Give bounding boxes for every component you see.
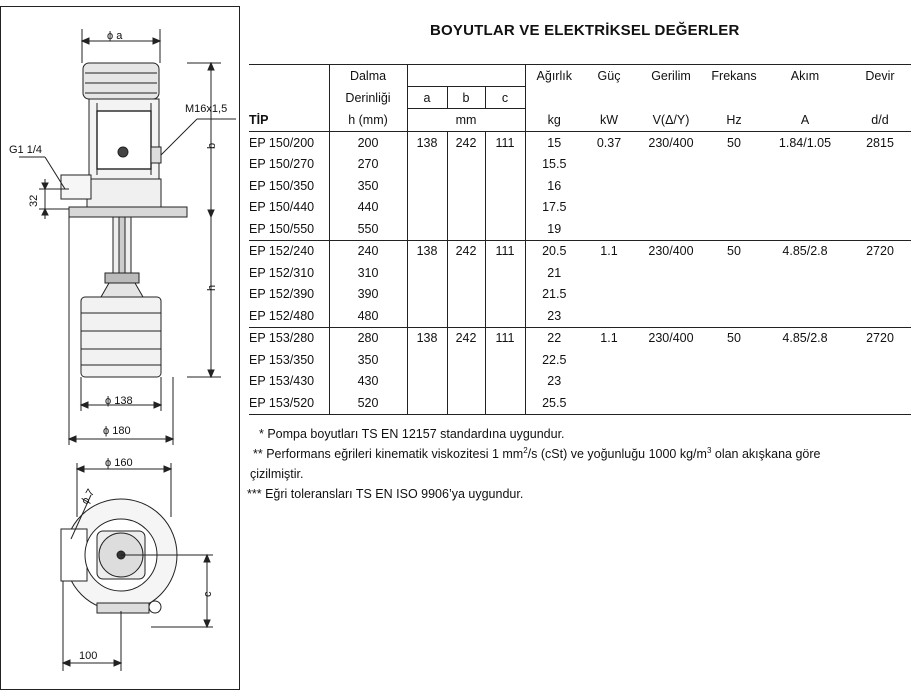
table-row [249,197,911,219]
cell-voltage: 230/400 [648,331,694,346]
table-row [249,218,911,240]
cell-h: 480 [329,305,407,327]
cell-c [485,197,525,219]
table-row [249,349,911,371]
cell-kw: 0.37 [596,135,622,150]
cell-a [407,392,447,414]
cell-current [761,305,849,327]
cell-freq [707,284,761,306]
cell-current [761,197,849,219]
header-gerilim: Gerilim [635,65,707,87]
cell-voltage [635,154,707,176]
cell-current [761,371,849,393]
cell-voltage [635,371,707,393]
cell-current [761,284,849,306]
cell-kg: 22.5 [525,349,583,371]
table-header-row [249,87,911,109]
cell-h: 430 [329,371,407,393]
cell-h: 200 [329,132,407,154]
spec-table [249,64,911,415]
dim-phi-160: ϕ 160 [105,457,133,469]
header-amp: A [761,109,849,132]
cell-c [485,392,525,414]
dim-phi-138: ϕ 138 [105,395,133,407]
header-derinligi: Derinliği [329,87,407,109]
cell-voltage [635,284,707,306]
cell-h: 440 [329,197,407,219]
cell-freq [707,218,761,240]
cell-a [407,154,447,176]
cell-h: 270 [329,154,407,176]
footnote-2-sup-1: 2 [523,445,528,455]
cell-c [485,284,525,306]
header-v: V(Δ/Y) [635,109,707,132]
cell-kg: 19 [525,218,583,240]
footnote-2-cont: çizilmiştir. [250,467,304,481]
cell-current [761,218,849,240]
header-h-mm: h (mm) [329,109,407,132]
cell-tip: EP 152/480 [249,305,329,327]
header-akim: Akım [761,65,849,87]
cell-kw [583,262,635,284]
cell-kw [583,175,635,197]
cell-c [485,305,525,327]
cell-kw [583,371,635,393]
cell-a [407,371,447,393]
cell-b [447,154,485,176]
cell-rpm [849,197,911,219]
cell-c [485,154,525,176]
cell-b: 242 [447,240,485,262]
cell-a [407,262,447,284]
footnote-2 [247,444,897,464]
header-kg: kg [525,109,583,132]
cell-a: 138 [407,132,447,154]
cell-kg: 23 [525,305,583,327]
cell-freq: 50 [727,244,741,259]
cell-b [447,349,485,371]
cell-c [485,349,525,371]
cell-voltage [635,218,707,240]
header-tip: TİP [249,109,329,132]
cell-freq [707,154,761,176]
cell-b [447,371,485,393]
cell-a [407,197,447,219]
cell-b: 242 [447,327,485,349]
footnote-2-part-a: ** Performans eğrileri kinematik viskozitesi 1 mm [253,447,524,461]
dim-m16: M16x1,5 [185,103,228,115]
cell-voltage [635,392,707,414]
cell-kw [583,305,635,327]
cell-rpm [849,175,911,197]
cell-kg: 21 [525,262,583,284]
cell-kg: 20.5 [525,240,583,262]
cell-a: 138 [407,327,447,349]
cell-kg: 21.5 [525,284,583,306]
footnote-2-part-c: olan akışkana göre [711,447,821,461]
table-row [249,175,911,197]
table-row [249,132,911,154]
cell-tip: EP 150/200 [249,135,315,150]
table-row [249,305,911,327]
cell-freq [707,305,761,327]
cell-a: 138 [407,240,447,262]
cell-kw: 1.1 [600,244,618,259]
cell-rpm [849,305,911,327]
dim-100: 100 [79,650,98,662]
cell-freq [707,262,761,284]
cell-h: 350 [329,349,407,371]
cell-kw [583,197,635,219]
cell-rpm [849,262,911,284]
cell-tip: EP 150/270 [249,157,315,172]
table-row [249,284,911,306]
cell-a [407,349,447,371]
cell-b [447,305,485,327]
cell-freq: 50 [727,331,741,346]
cell-h: 390 [329,284,407,306]
cell-rpm [849,371,911,393]
cell-tip: EP 153/350 [249,352,315,367]
cell-kw: 1.1 [600,331,618,346]
cell-rpm [849,349,911,371]
dim-phi-7: ϕ 7 [79,487,98,507]
cell-kw [583,218,635,240]
header-b: b [447,87,485,109]
table-row [249,392,911,414]
cell-voltage [635,305,707,327]
table-row [249,240,911,262]
cell-tip: EP 152/390 [249,287,315,302]
cell-rpm: 2720 [866,244,894,259]
cell-b [447,284,485,306]
cell-kg: 17.5 [525,197,583,219]
cell-h: 240 [329,240,407,262]
dim-h: h [206,284,218,291]
cell-a [407,218,447,240]
cell-freq [707,197,761,219]
table-body [249,132,911,415]
header-devir: Devir [849,65,911,87]
pump-drawing-panel [0,6,240,690]
cell-a [407,175,447,197]
cell-kg: 15 [525,132,583,154]
cell-kw [583,284,635,306]
cell-freq [707,349,761,371]
cell-rpm [849,392,911,414]
cell-kw [583,349,635,371]
cell-b [447,197,485,219]
cell-rpm [849,154,911,176]
header-guc: Güç [583,65,635,87]
cell-current: 4.85/2.8 [782,331,828,346]
table-row [249,154,911,176]
dim-phi-a: ϕ a [107,30,123,42]
cell-kg: 23 [525,371,583,393]
footnote-2-sup-2: 3 [706,445,712,455]
cell-h: 550 [329,218,407,240]
cell-kw [583,154,635,176]
cell-h: 350 [329,175,407,197]
cell-freq [707,175,761,197]
cell-freq: 50 [727,135,741,150]
header-a: a [407,87,447,109]
cell-rpm: 2815 [866,135,894,150]
cell-tip: EP 150/350 [249,178,315,193]
table-row [249,262,911,284]
cell-a [407,284,447,306]
header-frekans: Frekans [707,65,761,87]
dim-c: c [202,591,214,597]
cell-h: 520 [329,392,407,414]
cell-current [761,392,849,414]
cell-current [761,154,849,176]
cell-b [447,392,485,414]
table-row [249,327,911,349]
cell-rpm: 2720 [866,331,894,346]
cell-c: 111 [495,244,515,259]
cell-current [761,349,849,371]
dim-32: 32 [28,194,40,207]
cell-c: 111 [495,331,515,346]
cell-tip: EP 150/440 [249,200,315,215]
dim-b: b [206,142,218,149]
header-agirlik: Ağırlık [525,65,583,87]
cell-voltage [635,175,707,197]
cell-b: 242 [447,132,485,154]
cell-voltage: 230/400 [648,244,694,259]
cell-current [761,175,849,197]
cell-c: 111 [495,135,515,150]
cell-voltage [635,197,707,219]
table-header-row [249,65,911,87]
cell-voltage [635,349,707,371]
cell-current: 1.84/1.05 [778,135,832,150]
cell-rpm [849,284,911,306]
cell-tip: EP 150/550 [249,218,329,240]
cell-c [485,262,525,284]
table-row [249,371,911,393]
cell-kg: 15.5 [525,154,583,176]
cell-freq [707,392,761,414]
cell-current: 4.85/2.8 [782,244,828,259]
cell-c [485,371,525,393]
cell-b [447,175,485,197]
cell-kg: 16 [525,175,583,197]
cell-tip: EP 153/520 [249,392,329,414]
header-mm: mm [407,109,525,132]
cell-kg: 22 [525,327,583,349]
cell-b [447,262,485,284]
cell-tip: EP 152/310 [249,265,315,280]
header-kw: kW [583,109,635,132]
cell-voltage: 230/400 [648,135,694,150]
pump-dimension-drawing [1,7,241,691]
cell-c [485,175,525,197]
footnotes [247,424,897,504]
cell-h: 280 [329,327,407,349]
footnote-1: * Pompa boyutları TS EN 12157 standardına uygundur. [259,427,565,441]
table-header-row [249,109,911,132]
header-dalma: Dalma [329,65,407,87]
footnote-2-part-b: /s (cSt) ve yoğunluğu 1000 kg/m [527,447,707,461]
header-hz: Hz [707,109,761,132]
cell-a [407,305,447,327]
dim-phi-180: ϕ 180 [103,425,131,437]
cell-kg: 25.5 [525,392,583,414]
cell-c [485,218,525,240]
footnote-3: *** Eğri toleransları TS EN ISO 9906’ya uygundur. [247,487,524,501]
dim-g114: G1 1/4 [9,144,43,156]
cell-tip: EP 152/240 [249,244,315,259]
cell-freq [707,371,761,393]
cell-kw [583,392,635,414]
cell-rpm [849,218,911,240]
cell-tip: EP 153/430 [249,374,315,389]
cell-tip: EP 153/280 [249,331,315,346]
header-dd: d/d [849,109,911,132]
cell-h: 310 [329,262,407,284]
cell-voltage [635,262,707,284]
cell-current [761,262,849,284]
header-c: c [485,87,525,109]
page-title: BOYUTLAR VE ELEKTRİKSEL DEĞERLER [430,22,740,39]
cell-b [447,218,485,240]
